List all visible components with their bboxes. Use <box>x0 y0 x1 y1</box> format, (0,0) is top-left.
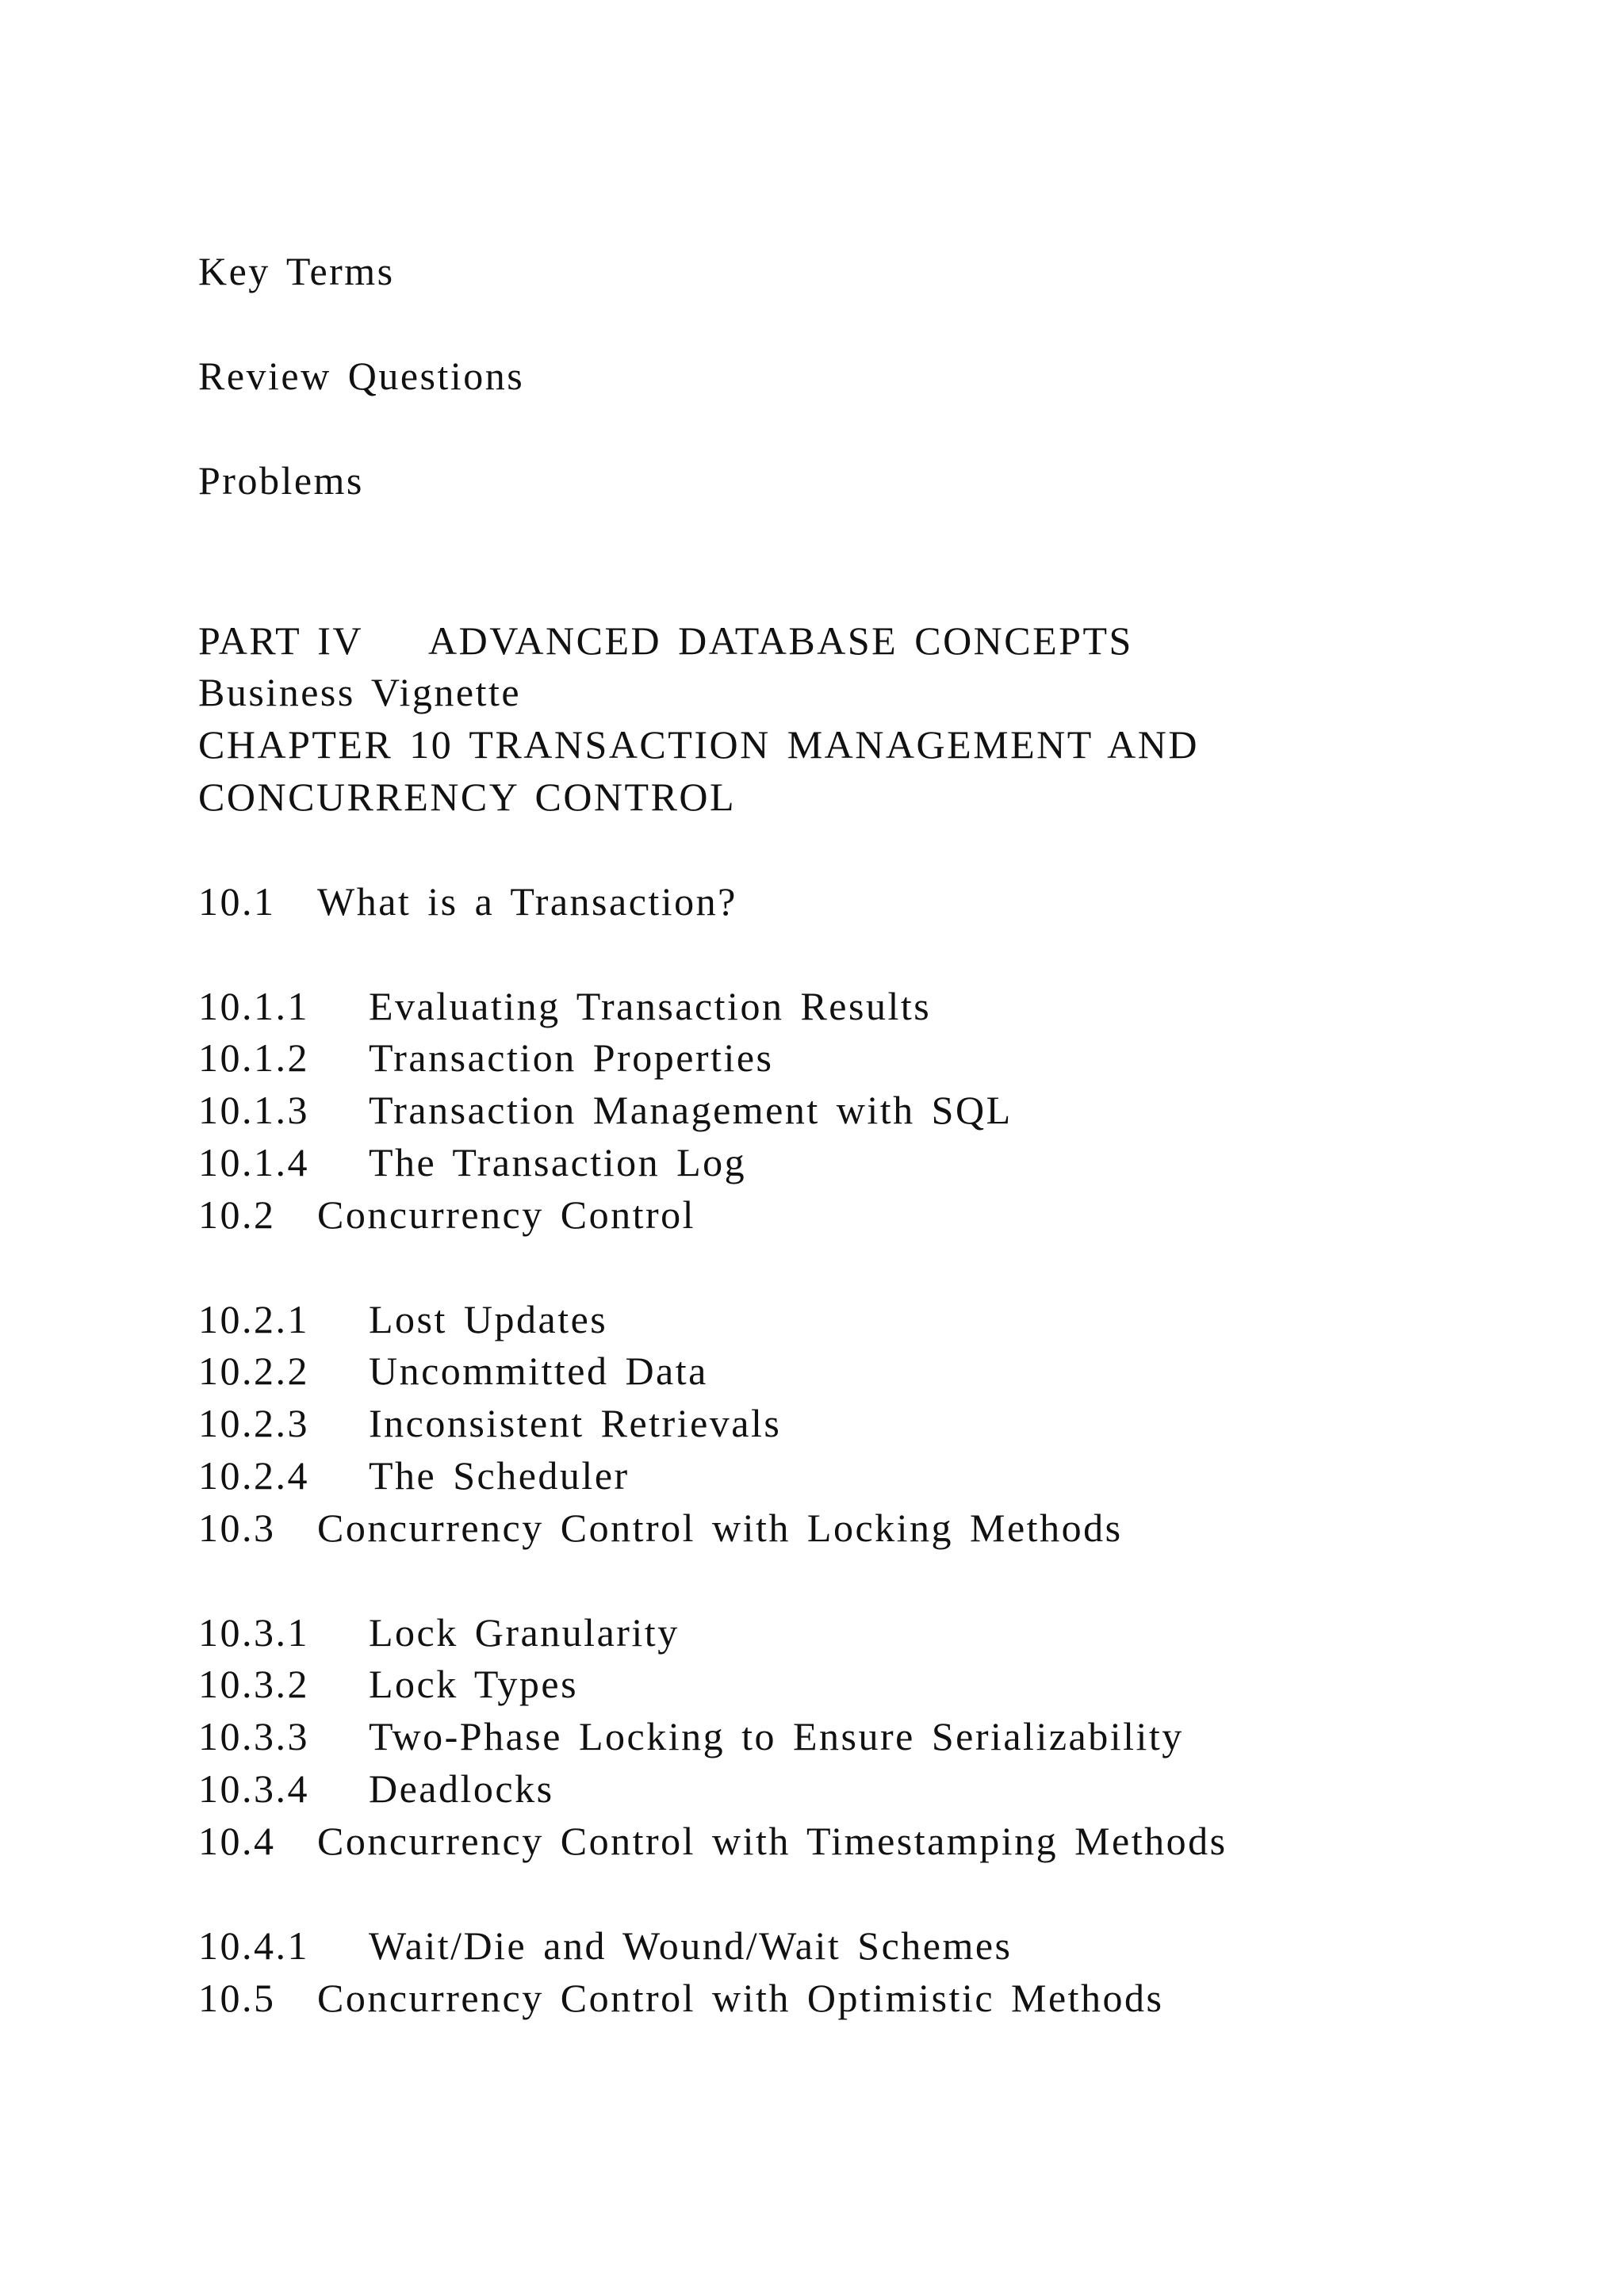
toc-entry <box>198 1712 1184 1760</box>
toc-entry <box>198 1347 708 1395</box>
toc-entry-title: Concurrency Control with Optimistic Methods <box>317 1976 1164 2020</box>
toc-entry-title: Concurrency Control with Timestamping Methods <box>317 1819 1228 1863</box>
part-title: ADVANCED DATABASE CONCEPTS <box>428 618 1133 663</box>
toc-entry <box>198 1609 680 1656</box>
toc-entry-number: 10.3 <box>198 1506 276 1550</box>
toc-entry-number: 10.3.3 <box>198 1714 309 1758</box>
toc-entry-title: Transaction Properties <box>369 1035 774 1080</box>
toc-entry <box>198 1817 1228 1865</box>
toc-entry-number: 10.3.1 <box>198 1610 309 1655</box>
toc-entry <box>198 1034 774 1081</box>
toc-entry <box>198 878 737 925</box>
toc-entry-number: 10.1.2 <box>198 1035 309 1080</box>
toc-entry-title: Transaction Management with SQL <box>369 1088 1013 1132</box>
toc-entry <box>198 1399 781 1447</box>
toc-entry-title: Two-Phase Locking to Ensure Serializability <box>369 1714 1184 1758</box>
part-heading <box>198 617 1133 664</box>
toc-entry-number: 10.1 <box>198 879 276 924</box>
toc-entry-number: 10.4.1 <box>198 1923 309 1968</box>
problems-heading: Problems <box>198 458 364 503</box>
toc-entry <box>198 1452 630 1499</box>
toc-entry-number: 10.1.3 <box>198 1088 309 1132</box>
review-questions-heading: Review Questions <box>198 354 525 398</box>
chapter-title-line-1: CHAPTER 10 TRANSACTION MANAGEMENT AND <box>198 722 1199 767</box>
toc-entry-number: 10.2.4 <box>198 1453 309 1498</box>
toc-entry-title: Lost Updates <box>369 1297 608 1341</box>
chapter-title-line-2: CONCURRENCY CONTROL <box>198 775 737 819</box>
toc-entry-number: 10.2.3 <box>198 1401 309 1445</box>
toc-entry <box>198 1138 746 1186</box>
toc-entry-number: 10.2.2 <box>198 1349 309 1393</box>
toc-entry-title: Uncommitted Data <box>369 1349 708 1393</box>
part-label: PART IV <box>198 618 364 663</box>
toc-entry-title: Inconsistent Retrievals <box>369 1401 782 1445</box>
toc-entry <box>198 982 931 1030</box>
toc-entry-title: Deadlocks <box>369 1766 554 1811</box>
business-vignette: Business Vignette <box>198 670 522 714</box>
toc-entry-title: The Scheduler <box>369 1453 630 1498</box>
toc-entry-number: 10.3.4 <box>198 1766 309 1811</box>
toc-entry-number: 10.3.2 <box>198 1662 309 1706</box>
toc-entry-title: Lock Types <box>369 1662 579 1706</box>
toc-entry <box>198 1765 554 1812</box>
toc-entry <box>198 1191 695 1238</box>
toc-entry-title: Concurrency Control <box>317 1192 696 1237</box>
toc-entry <box>198 1086 1013 1134</box>
toc-entry-number: 10.1.1 <box>198 984 309 1028</box>
toc-entry-number: 10.5 <box>198 1976 276 2020</box>
toc-entry-title: Lock Granularity <box>369 1610 680 1655</box>
toc-entry <box>198 1295 607 1343</box>
toc-entry <box>198 1504 1123 1552</box>
toc-entry <box>198 1974 1164 2022</box>
toc-entry <box>198 1660 578 1708</box>
toc-entry-title: Concurrency Control with Locking Methods <box>317 1506 1123 1550</box>
toc-entry-title: Wait/Die and Wound/Wait Schemes <box>369 1923 1013 1968</box>
toc-entry-number: 10.1.4 <box>198 1140 309 1184</box>
toc-entry-number: 10.2 <box>198 1192 276 1237</box>
toc-entry-number: 10.4 <box>198 1819 276 1863</box>
toc-entry-title: What is a Transaction? <box>317 879 737 924</box>
toc-entry <box>198 1922 1013 1969</box>
key-terms-heading: Key Terms <box>198 249 395 293</box>
toc-entry-title: The Transaction Log <box>369 1140 747 1184</box>
toc-entry-number: 10.2.1 <box>198 1297 309 1341</box>
toc-entry-title: Evaluating Transaction Results <box>369 984 932 1028</box>
